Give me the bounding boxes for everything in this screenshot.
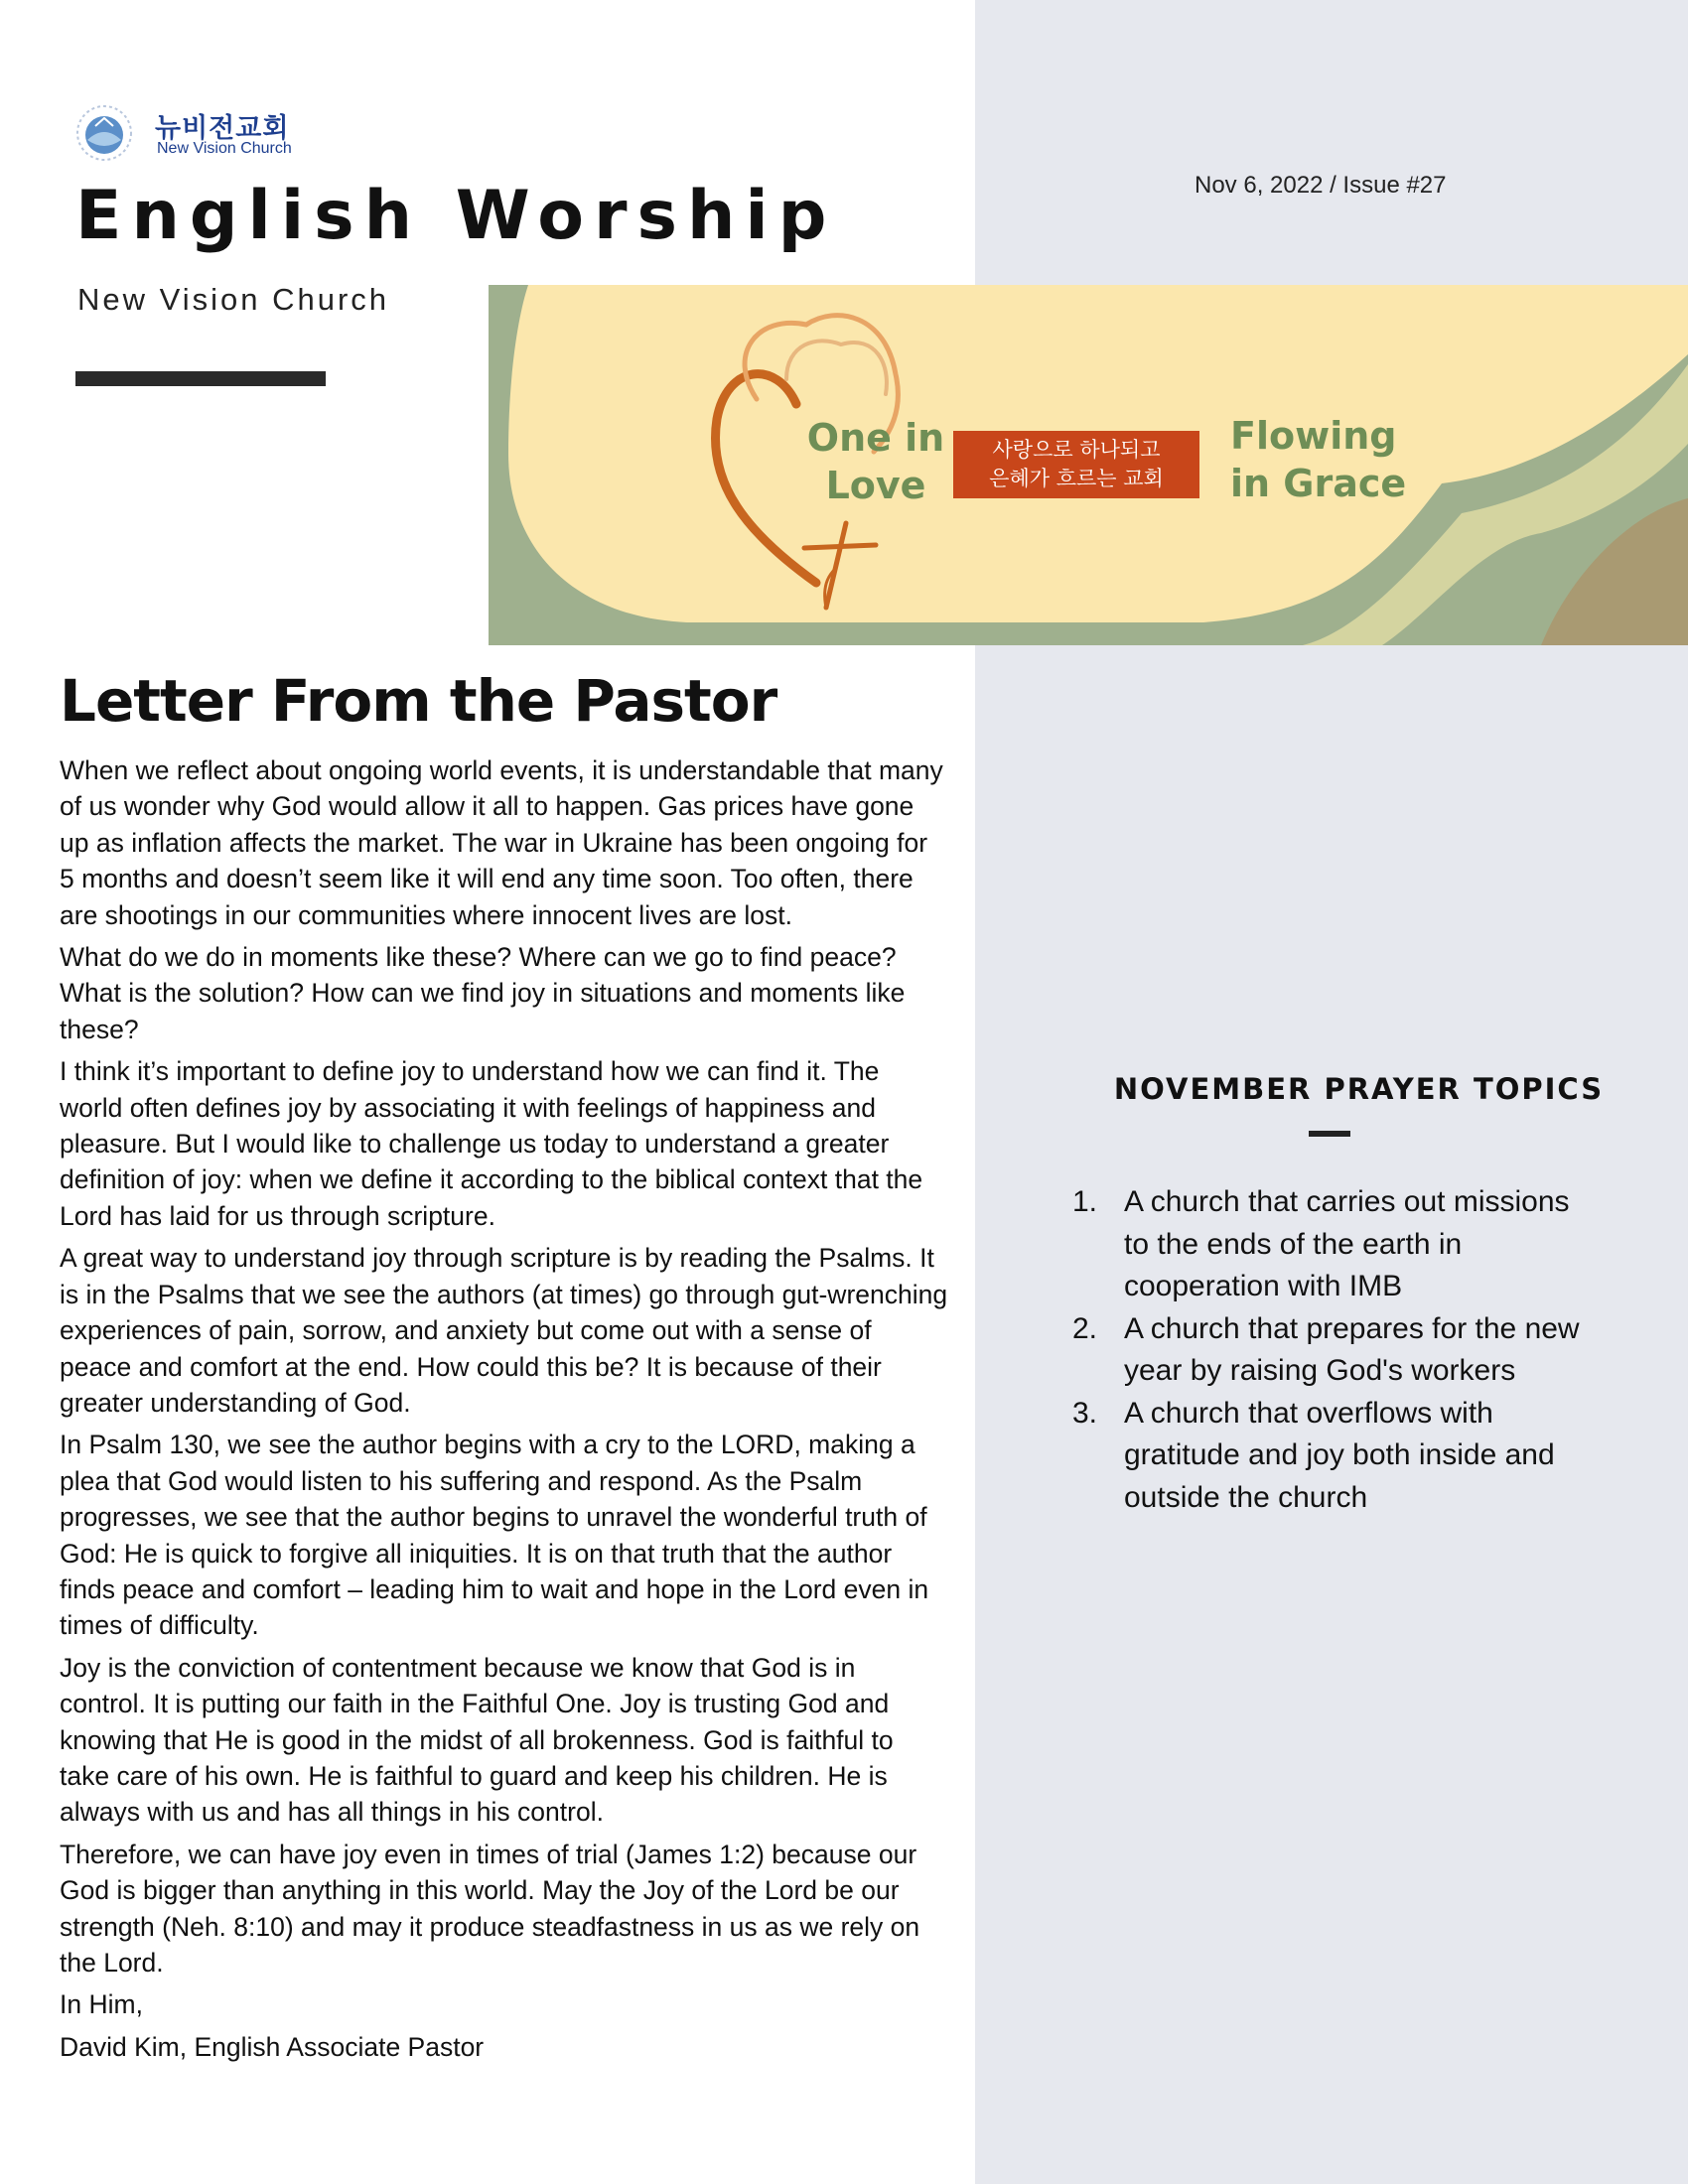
banner-left-line-1: One in (806, 416, 945, 460)
banner-right-line-1: Flowing (1230, 414, 1397, 458)
prayer-topics-title: NOVEMBER PRAYER TOPICS (1113, 1072, 1605, 1106)
letter-paragraph: Therefore, we can have joy even in times of trial (James 1:2) because our God is bigger than anything in this world. May the Joy of the Lord be our strength (Neh. 8:10) and may it produce steadfastness in us as we rely on the Lord. (60, 1839, 920, 1978)
prayer-item-text: A church that carries out missions to the ends of the earth in cooperation with IMB (1124, 1185, 1570, 1302)
prayer-item-number: 2. (1072, 1311, 1098, 1345)
letter-paragraph: A great way to understand joy through scripture is by reading the Psalms. It is in the Psalms that we see the authors (at times) go through gut-wrenching experiences of pain, sorrow, and anxiety but come out with a sense of peace and comfort at the end. How could this be? It is because of their greater understanding of God. (60, 1243, 948, 1418)
prayer-item-text: A church that prepares for the new year by raising God's workers (1124, 1311, 1580, 1387)
list-item (1072, 1308, 1589, 1393)
letter-paragraph: What do we do in moments like these? Where can we go to find peace? What is the solution? How can we find joy in situations and moments like these? (60, 942, 906, 1044)
prayer-topics-list (1072, 1181, 1589, 1519)
banner-korean-motto (953, 431, 1199, 498)
banner-flowing-in-grace (1230, 412, 1406, 507)
logo-english-text: New Vision Church (157, 140, 292, 157)
banner-korean-line-1: 사랑으로 하나되고 (992, 438, 1161, 462)
church-logo (75, 102, 334, 162)
title-divider (75, 371, 326, 386)
prayer-item-number: 3. (1072, 1396, 1098, 1430)
list-item (1072, 1181, 1589, 1308)
letter-signature: David Kim, English Associate Pastor (60, 2031, 485, 2062)
letter-paragraph: When we reflect about ongoing world events, it is understandable that many of us wonder why God would allow it all to happen. Gas prices have gone up as inflation affects the market. The war in Ukraine has been ongoing for 5 months and doesn’t seem like it will end any time soon. Too often, there are shootings in our communities where innocent lives are lost. (60, 755, 943, 930)
issue-date: Nov 6, 2022 / Issue #27 (1195, 172, 1447, 199)
logo-korean-text: 뉴비전교회 (155, 113, 290, 144)
banner-one-in-love (796, 414, 955, 509)
letter-body (60, 752, 948, 2071)
prayer-item-text: A church that overflows with gratitude and joy both inside and outside the church (1124, 1396, 1555, 1514)
banner-right-line-2: in Grace (1230, 462, 1407, 505)
letter-closing: In Him, (60, 1989, 143, 2020)
page-subtitle: New Vision Church (77, 282, 390, 317)
theme-banner (489, 285, 1688, 645)
list-item (1072, 1393, 1589, 1520)
letter-paragraph: I think it’s important to define joy to understand how we can find it. The world often defines joy by associating it with feelings of happiness and pleasure. But I would like to challenge us today to understand a greater definition of joy: when we define it according to the biblical context that the Lord has laid for us through scripture. (60, 1056, 923, 1231)
page-title: English Worship (75, 177, 837, 255)
letter-title: Letter From the Pastor (60, 667, 777, 735)
banner-korean-line-2: 은혜가 흐르는 교회 (989, 467, 1164, 490)
church-emblem-icon (75, 104, 133, 162)
letter-paragraph: In Psalm 130, we see the author begins with a cry to the LORD, making a plea that God would listen to his suffering and respond. As the Psalm progresses, we see that the author begins to unravel the wonderful truth of God: He is quick to forgive all iniquities. It is on that truth that the author finds peace and comfort – leading him to wait and hope in the Lord even in times of difficulty. (60, 1430, 929, 1641)
prayer-item-number: 1. (1072, 1185, 1098, 1218)
banner-left-line-2: Love (825, 464, 926, 507)
prayer-topics-divider (1309, 1131, 1350, 1137)
letter-paragraph: Joy is the conviction of contentment because we know that God is in control. It is putting our faith in the Faithful One. Joy is trusting God and knowing that He is good in the midst of all brokenness. God is faithful to take care of his own. He is faithful to guard and keep his children. He is always with us and has all things in his control. (60, 1652, 894, 1828)
